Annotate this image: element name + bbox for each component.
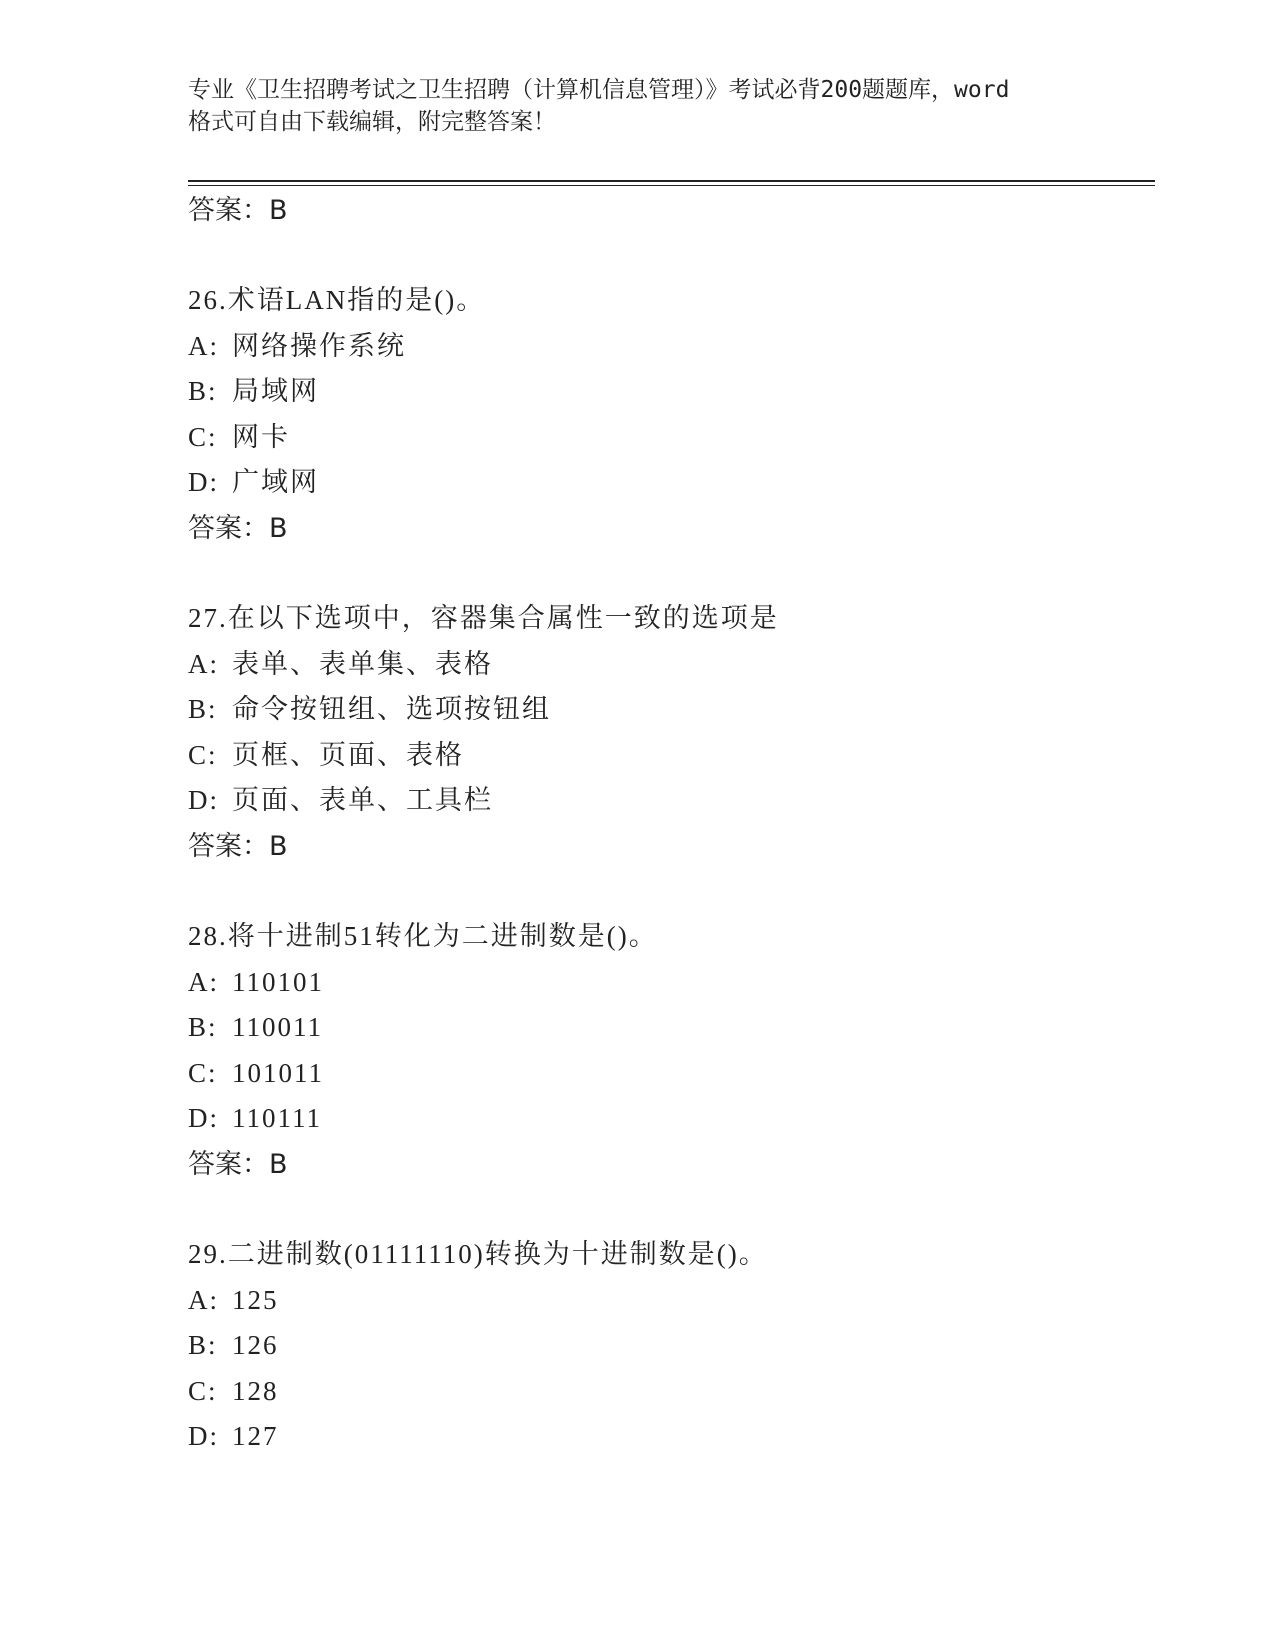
option-text: 命令按钮组、选项按钮组 — [232, 694, 551, 725]
answer-line-25: 答案：B — [188, 195, 288, 226]
answer-line: 答案：B — [188, 830, 288, 862]
option-letter: C: — [188, 421, 218, 452]
option-text: 110011 — [232, 1012, 323, 1043]
option-text: 110101 — [232, 966, 324, 997]
option-letter: A: — [188, 966, 219, 997]
option-d — [188, 1414, 1155, 1460]
option-letter: D: — [188, 1103, 219, 1134]
question-28 — [188, 914, 1155, 1188]
question-stem: 29.二进制数(01111110)转换为十进制数是()。 — [188, 1238, 768, 1269]
option-b — [188, 1323, 1155, 1369]
document-header — [188, 74, 1088, 138]
option-letter: D: — [188, 1421, 219, 1452]
option-b — [188, 1005, 1155, 1051]
option-a — [188, 960, 1155, 1006]
answer-line: 答案：B — [188, 512, 288, 544]
option-text: 128 — [232, 1375, 279, 1406]
option-c — [188, 1051, 1155, 1097]
option-letter: D: — [188, 467, 219, 498]
option-d — [188, 778, 1155, 824]
answer-line: 答案：B — [188, 1148, 288, 1180]
option-c — [188, 1369, 1155, 1415]
option-letter: A: — [188, 330, 219, 361]
header-divider-thick — [188, 180, 1155, 182]
option-letter: B: — [188, 694, 218, 725]
question-list — [188, 188, 1155, 1460]
option-c — [188, 415, 1155, 461]
header-divider-thin — [188, 185, 1155, 186]
option-letter: C: — [188, 739, 218, 770]
spacer — [188, 870, 1155, 914]
option-letter: B: — [188, 1012, 218, 1043]
option-letter: B: — [188, 1330, 218, 1361]
header-title-line-2: 格式可自由下载编辑，附完整答案！ — [188, 109, 556, 135]
option-text: 127 — [232, 1421, 279, 1452]
option-text: 页面、表单、工具栏 — [232, 785, 493, 816]
option-text: 广域网 — [232, 467, 319, 498]
question-stem: 27.在以下选项中，容器集合属性一致的选项是 — [188, 602, 779, 633]
spacer — [188, 1188, 1155, 1232]
option-text: 126 — [232, 1330, 279, 1361]
option-letter: C: — [188, 1375, 218, 1406]
header-title-line-1: 专业《卫生招聘考试之卫生招聘（计算机信息管理）》考试必背200题题库，word — [188, 77, 1010, 103]
option-c — [188, 733, 1155, 779]
question-stem: 28.将十进制51转化为二进制数是()。 — [188, 920, 658, 951]
option-text: 网络操作系统 — [232, 330, 406, 361]
option-a — [188, 1278, 1155, 1324]
option-text: 局域网 — [232, 376, 319, 407]
option-text: 页框、页面、表格 — [232, 739, 464, 770]
option-text: 125 — [232, 1284, 279, 1315]
question-26 — [188, 278, 1155, 552]
option-letter: D: — [188, 785, 219, 816]
option-a — [188, 324, 1155, 370]
option-b — [188, 687, 1155, 733]
question-29 — [188, 1232, 1155, 1460]
question-27 — [188, 596, 1155, 870]
spacer — [188, 552, 1155, 596]
option-d — [188, 1096, 1155, 1142]
option-letter: A: — [188, 648, 219, 679]
option-text: 表单、表单集、表格 — [232, 648, 493, 679]
option-letter: C: — [188, 1057, 218, 1088]
option-text: 网卡 — [232, 421, 290, 452]
option-text: 110111 — [232, 1103, 322, 1134]
option-d — [188, 460, 1155, 506]
option-text: 101011 — [232, 1057, 324, 1088]
option-b — [188, 369, 1155, 415]
option-letter: A: — [188, 1284, 219, 1315]
option-letter: B: — [188, 376, 218, 407]
spacer — [188, 234, 1155, 278]
option-a — [188, 642, 1155, 688]
question-stem: 26.术语LAN指的是()。 — [188, 285, 486, 315]
